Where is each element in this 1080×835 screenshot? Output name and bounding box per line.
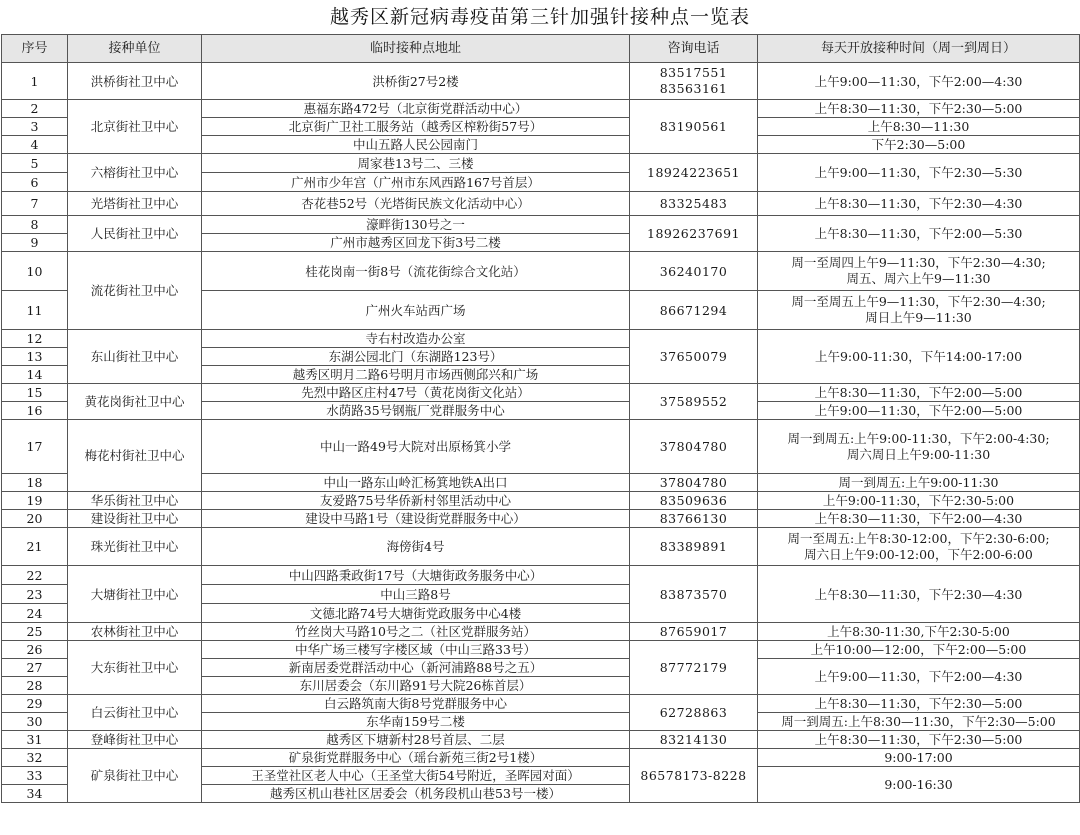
address-cell: 越秀区机山巷社区居委会（机务段机山巷53号一楼） xyxy=(202,785,630,803)
row-number: 6 xyxy=(2,173,68,192)
row-number: 27 xyxy=(2,659,68,677)
unit-cell: 光塔街社卫中心 xyxy=(68,192,202,216)
unit-cell: 建设街社卫中心 xyxy=(68,510,202,528)
address-cell: 寺右村改造办公室 xyxy=(202,330,630,348)
phone-cell: 83873570 xyxy=(630,566,758,623)
hours-cell: 上午8:30—11:30，下午2:30—4:30 xyxy=(758,192,1080,216)
unit-cell: 珠光街社卫中心 xyxy=(68,528,202,566)
hours-cell: 下午2:30—5:00 xyxy=(758,136,1080,154)
hours-line: 周六日上午9:00-12:00，下午2:00-6:00 xyxy=(804,546,1033,562)
hours-cell: 上午9:00—11:30，下午2:00—4:30 xyxy=(758,63,1080,100)
row-number: 10 xyxy=(2,252,68,291)
address-cell: 白云路筑南大街8号党群服务中心 xyxy=(202,695,630,713)
unit-cell: 华乐街社卫中心 xyxy=(68,492,202,510)
table-header-row xyxy=(2,35,1080,63)
unit-cell: 人民街社卫中心 xyxy=(68,216,202,252)
phone-cell: 37589552 xyxy=(630,384,758,420)
table-row xyxy=(2,154,1080,173)
table-row xyxy=(2,623,1080,641)
unit-cell: 登峰街社卫中心 xyxy=(68,731,202,749)
address-cell: 北京街广卫社工服务站（越秀区榨粉街57号） xyxy=(202,118,630,136)
header-no: 序号 xyxy=(2,35,68,63)
address-cell: 周家巷13号二、三楼 xyxy=(202,154,630,173)
phone-cell: 87659017 xyxy=(630,623,758,641)
hours-line: 周一至周五上午9—11:30，下午2:30—4:30; xyxy=(791,294,1046,309)
unit-cell: 矿泉街社卫中心 xyxy=(68,749,202,803)
hours-cell: 9:00-16:30 xyxy=(758,767,1080,803)
phone-cell: 83389891 xyxy=(630,528,758,566)
phone-cell: 37804780 xyxy=(630,474,758,492)
unit-cell: 大东街社卫中心 xyxy=(68,641,202,695)
unit-cell: 黄花岗街社卫中心 xyxy=(68,384,202,420)
address-cell: 中山五路人民公园南门 xyxy=(202,136,630,154)
hours-line: 周一至周四上午9—11:30，下午2:30—4:30; xyxy=(791,255,1046,270)
hours-cell: 周一到周五:上午8:30—11:30，下午2:30—5:00 xyxy=(758,713,1080,731)
phone-cell: 87772179 xyxy=(630,641,758,695)
address-cell: 广州市少年宫（广州市东风西路167号首层） xyxy=(202,173,630,192)
row-number: 4 xyxy=(2,136,68,154)
address-cell: 惠福东路472号（北京街党群活动中心） xyxy=(202,100,630,118)
address-cell: 海傍街4号 xyxy=(202,528,630,566)
row-number: 13 xyxy=(2,348,68,366)
row-number: 26 xyxy=(2,641,68,659)
phone-cell: 86671294 xyxy=(630,291,758,330)
address-cell: 先烈中路区庄村47号（黄花岗街文化站） xyxy=(202,384,630,402)
address-cell: 建设中马路1号（建设街党群服务中心） xyxy=(202,510,630,528)
hours-cell: 上午9:00-11:30，下午2:30-5:00 xyxy=(758,492,1080,510)
row-number: 11 xyxy=(2,291,68,330)
table-row xyxy=(2,384,1080,402)
address-cell: 水荫路35号钢瓶厂党群服务中心 xyxy=(202,402,630,420)
row-number: 16 xyxy=(2,402,68,420)
phone-cell: 83214130 xyxy=(630,731,758,749)
table-row xyxy=(2,749,1080,767)
address-cell: 友爱路75号华侨新村邻里活动中心 xyxy=(202,492,630,510)
hours-cell: 上午8:30-11:30,下午2:30-5:00 xyxy=(758,623,1080,641)
address-cell: 文德北路74号大塘街党政服务中心4楼 xyxy=(202,604,630,623)
row-number: 18 xyxy=(2,474,68,492)
address-cell: 中山一路49号大院对出原杨箕小学 xyxy=(202,420,630,474)
hours-line: 周日上午9—11:30 xyxy=(865,310,972,325)
table-row xyxy=(2,63,1080,100)
table-row xyxy=(2,216,1080,234)
hours-cell: 上午9:00—11:30，下午2:30—5:30 xyxy=(758,154,1080,192)
row-number: 8 xyxy=(2,216,68,234)
hours-cell: 上午10:00—12:00，下午2:00—5:00 xyxy=(758,641,1080,659)
row-number: 20 xyxy=(2,510,68,528)
row-number: 30 xyxy=(2,713,68,731)
hours-line: 周六周日上午9:00-11:30 xyxy=(846,446,991,462)
hours-line: 周一到周五:上午9:00-11:30，下午2:00-4:30; xyxy=(787,430,1050,446)
phone-cell: 36240170 xyxy=(630,252,758,291)
phone-cell: 86578173-8228 xyxy=(630,749,758,803)
header-unit: 接种单位 xyxy=(68,35,202,63)
hours-cell: 上午8:30—11:30，下午2:00—5:00 xyxy=(758,384,1080,402)
unit-cell: 流花街社卫中心 xyxy=(68,252,202,330)
unit-cell: 北京街社卫中心 xyxy=(68,100,202,154)
hours-cell: 上午9:00—11:30，下午2:00—5:00 xyxy=(758,402,1080,420)
phone-cell: 37804780 xyxy=(630,420,758,474)
hours-cell: 上午8:30—11:30，下午2:00—4:30 xyxy=(758,510,1080,528)
unit-cell: 农林街社卫中心 xyxy=(68,623,202,641)
phone-line: 83563161 xyxy=(659,81,728,96)
address-cell: 竹丝岗大马路10号之二（社区党群服务站） xyxy=(202,623,630,641)
unit-cell: 大塘街社卫中心 xyxy=(68,566,202,623)
row-number: 25 xyxy=(2,623,68,641)
address-cell: 杏花巷52号（光塔街民族文化活动中心） xyxy=(202,192,630,216)
hours-cell: 上午8:30—11:30，下午2:30—4:30 xyxy=(758,566,1080,623)
table-row xyxy=(2,641,1080,659)
row-number: 14 xyxy=(2,366,68,384)
address-cell: 东湖公园北门（东湖路123号） xyxy=(202,348,630,366)
row-number: 17 xyxy=(2,420,68,474)
address-cell: 越秀区下塘新村28号首层、二层 xyxy=(202,731,630,749)
address-cell: 越秀区明月二路6号明月市场西侧邱兴和广场 xyxy=(202,366,630,384)
row-number: 1 xyxy=(2,63,68,100)
phone-cell: 62728863 xyxy=(630,695,758,731)
header-phone: 咨询电话 xyxy=(630,35,758,63)
address-cell: 中山四路秉政街17号（大塘街政务服务中心） xyxy=(202,566,630,585)
hours-cell xyxy=(758,252,1080,291)
row-number: 24 xyxy=(2,604,68,623)
table-row xyxy=(2,192,1080,216)
phone-line: 83517551 xyxy=(659,65,728,80)
table-row xyxy=(2,510,1080,528)
row-number: 29 xyxy=(2,695,68,713)
hours-cell xyxy=(758,291,1080,330)
unit-cell: 六榕街社卫中心 xyxy=(68,154,202,192)
hours-cell: 周一到周五:上午9:00-11:30 xyxy=(758,474,1080,492)
phone-cell xyxy=(630,63,758,100)
row-number: 28 xyxy=(2,677,68,695)
address-cell: 桂花岗南一街8号（流花街综合文化站） xyxy=(202,252,630,291)
row-number: 22 xyxy=(2,566,68,585)
phone-cell: 37650079 xyxy=(630,330,758,384)
hours-line: 周五、周六上午9—11:30 xyxy=(846,271,991,286)
hours-cell: 上午9:00—11:30，下午2:00—4:30 xyxy=(758,659,1080,695)
hours-line: 周一至周五:上午8:30-12:00，下午2:30-6:00; xyxy=(787,530,1050,546)
unit-cell: 东山街社卫中心 xyxy=(68,330,202,384)
header-hours: 每天开放接种时间（周一到周日） xyxy=(758,35,1080,63)
address-cell: 矿泉街党群服务中心（瑶台新苑三街2号1楼） xyxy=(202,749,630,767)
address-cell: 广州市越秀区回龙下街3号二楼 xyxy=(202,234,630,252)
row-number: 21 xyxy=(2,528,68,566)
table-row xyxy=(2,566,1080,585)
hours-cell: 上午8:30—11:30，下午2:30—5:00 xyxy=(758,100,1080,118)
row-number: 32 xyxy=(2,749,68,767)
vaccination-sites-table xyxy=(1,34,1080,803)
table-row xyxy=(2,731,1080,749)
phone-cell: 83766130 xyxy=(630,510,758,528)
address-cell: 东华南159号二楼 xyxy=(202,713,630,731)
address-cell: 新南居委党群活动中心（新河浦路88号之五） xyxy=(202,659,630,677)
row-number: 23 xyxy=(2,585,68,604)
address-cell: 中华广场三楼写字楼区域（中山三路33号） xyxy=(202,641,630,659)
row-number: 15 xyxy=(2,384,68,402)
table-row xyxy=(2,492,1080,510)
header-address: 临时接种点地址 xyxy=(202,35,630,63)
unit-cell: 白云街社卫中心 xyxy=(68,695,202,731)
table-row xyxy=(2,330,1080,348)
table-row xyxy=(2,420,1080,474)
address-cell: 王圣堂社区老人中心（王圣堂大街54号附近，圣晖园对面） xyxy=(202,767,630,785)
address-cell: 濠畔街130号之一 xyxy=(202,216,630,234)
address-cell: 中山三路8号 xyxy=(202,585,630,604)
hours-cell: 9:00-17:00 xyxy=(758,749,1080,767)
unit-cell: 洪桥街社卫中心 xyxy=(68,63,202,100)
unit-cell: 梅花村街社卫中心 xyxy=(68,420,202,492)
row-number: 3 xyxy=(2,118,68,136)
row-number: 12 xyxy=(2,330,68,348)
row-number: 5 xyxy=(2,154,68,173)
phone-cell: 83190561 xyxy=(630,100,758,154)
hours-cell: 上午9:00-11:30，下午14:00-17:00 xyxy=(758,330,1080,384)
phone-cell: 18924223651 xyxy=(630,154,758,192)
hours-cell: 上午8:30—11:30，下午2:30—5:00 xyxy=(758,695,1080,713)
row-number: 7 xyxy=(2,192,68,216)
hours-cell: 上午8:30—11:30，下午2:00—5:30 xyxy=(758,216,1080,252)
table-row xyxy=(2,100,1080,118)
phone-cell: 83509636 xyxy=(630,492,758,510)
row-number: 33 xyxy=(2,767,68,785)
address-cell: 洪桥街27号2楼 xyxy=(202,63,630,100)
row-number: 19 xyxy=(2,492,68,510)
row-number: 34 xyxy=(2,785,68,803)
sheet-title: 越秀区新冠病毒疫苗第三针加强针接种点一览表 xyxy=(329,6,750,28)
phone-cell: 83325483 xyxy=(630,192,758,216)
phone-cell: 18926237691 xyxy=(630,216,758,252)
table-row xyxy=(2,252,1080,291)
table-row xyxy=(2,695,1080,713)
address-cell: 中山一路东山岭汇杨箕地铁A出口 xyxy=(202,474,630,492)
row-number: 31 xyxy=(2,731,68,749)
hours-cell xyxy=(758,528,1080,566)
hours-cell: 上午8:30—11:30，下午2:30—5:00 xyxy=(758,731,1080,749)
row-number: 2 xyxy=(2,100,68,118)
table-row xyxy=(2,528,1080,566)
hours-cell: 上午8:30—11:30 xyxy=(758,118,1080,136)
address-cell: 广州火车站西广场 xyxy=(202,291,630,330)
address-cell: 东川居委会（东川路91号大院26栋首层） xyxy=(202,677,630,695)
row-number: 9 xyxy=(2,234,68,252)
hours-cell xyxy=(758,420,1080,474)
